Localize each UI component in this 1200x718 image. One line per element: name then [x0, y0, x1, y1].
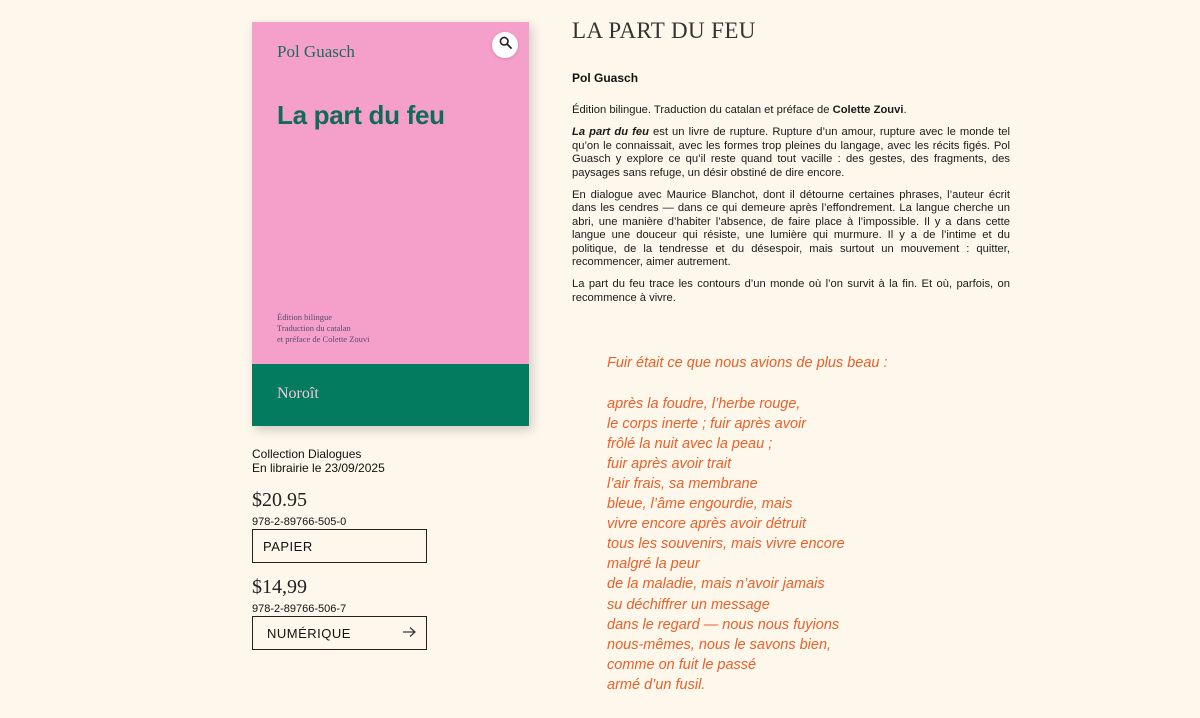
collection-name: Collection Dialogues — [252, 447, 362, 461]
digital-format-button[interactable] — [252, 616, 427, 650]
cover-author: Pol Guasch — [277, 42, 355, 61]
cover-edition-line: Traduction du catalan — [277, 323, 351, 333]
poem-line: malgré la peur — [607, 556, 700, 573]
paper-format-button[interactable] — [252, 529, 427, 563]
translator-name: Colette Zouvi — [832, 104, 904, 116]
magnifier-icon — [499, 36, 512, 54]
poem-line: armé d’un fusil. — [607, 676, 706, 693]
description-paragraph — [572, 104, 1010, 117]
release-date: En librairie le 23/09/2025 — [252, 461, 385, 475]
book-author: Pol Guasch — [572, 71, 639, 85]
poem-line: fuir après avoir trait — [607, 455, 732, 472]
poem-line: l’air frais, sa membrane — [607, 475, 758, 492]
description-text: Édition bilingue. Traduction du catalan et préface de — [572, 104, 833, 116]
paper-format-label: PAPIER — [263, 538, 313, 554]
poem-line: su déchiffrer un message — [607, 596, 770, 613]
poem-line: frôlé la nuit avec la peau ; — [607, 435, 773, 452]
cover-title: La part du feu — [277, 100, 445, 130]
book-cover[interactable] — [252, 22, 529, 426]
poem-line: après la foudre, l’herbe rouge, — [607, 395, 801, 412]
description-paragraph — [572, 126, 1010, 180]
paper-isbn: 978-2-89766-505-0 — [252, 516, 347, 528]
description-text: . — [903, 104, 907, 116]
paper-price: $20.95 — [252, 489, 307, 511]
description-paragraph: En dialogue avec Maurice Blanchot, dont il détourne certaines phrases, l’auteur écrit dans les cendres — dans ce qui demeure après l’effondrement. La langue cherche un abri, une manière d’habiter l’absence, de faire place à l’impossible. Il y a dans cette langue une douceur qui résiste, une lumière qui murmure. Il y a de l’intime et du politique, de la tendresse et du désespoir, mais surtout un mouvement : quitter, recommencer, aimer autrement. — [572, 189, 1010, 269]
poem-line: comme on fuit le passé — [607, 656, 757, 673]
digital-isbn: 978-2-89766-506-7 — [252, 603, 347, 615]
arrow-right-icon — [402, 626, 416, 641]
cover-edition-line: et préface de Colette Zouvi — [277, 334, 370, 344]
description-text: est un livre de rupture. Rupture d’un amour, rupture avec le monde tel qu’on le connaissait, avec les formes trop pleines du langage, avec les récits figés. Pol Guasch y explore ce qu’il reste quand tout vacille : des gestes, des fragments, des paysages sans refuge, un désir obstiné de dire encore. — [572, 126, 1011, 179]
cover-publisher: Noroît — [277, 385, 319, 402]
digital-format-label: NUMÉRIQUE — [267, 625, 351, 641]
poem-line: tous les souvenirs, mais vivre encore — [607, 536, 845, 553]
description-book-title: La part du feu — [572, 126, 649, 139]
poem-line: de la maladie, mais n’avoir jamais — [607, 576, 825, 593]
book-description — [572, 104, 1010, 314]
book-meta — [252, 447, 385, 475]
cover-edition-line: Édition bilingue — [277, 312, 333, 322]
poem-line: nous-mêmes, nous le savons bien, — [607, 636, 832, 653]
poem-line: le corps inerte ; fuir après avoir — [607, 415, 807, 432]
cover-top-panel — [252, 22, 529, 364]
digital-price: $14,99 — [252, 576, 307, 598]
cover-edition-note — [277, 312, 370, 345]
poem-stanza-gap — [607, 373, 888, 394]
cover-bottom-panel — [252, 364, 529, 426]
zoom-button[interactable] — [492, 32, 518, 58]
poem-line: vivre encore après avoir détruit — [607, 516, 807, 533]
page-title: LA PART DU FEU — [572, 18, 756, 43]
poem-excerpt — [607, 353, 888, 695]
description-paragraph: La part du feu trace les contours d’un monde où l’on survit à la fin. Et où, parfois, on recommence à vivre. — [572, 278, 1010, 304]
poem-line: Fuir était ce que nous avions de plus beau : — [607, 355, 888, 371]
poem-line: dans le regard — nous nous fuyions — [607, 616, 840, 633]
poem-line: bleue, l’âme engourdie, mais — [607, 496, 793, 513]
